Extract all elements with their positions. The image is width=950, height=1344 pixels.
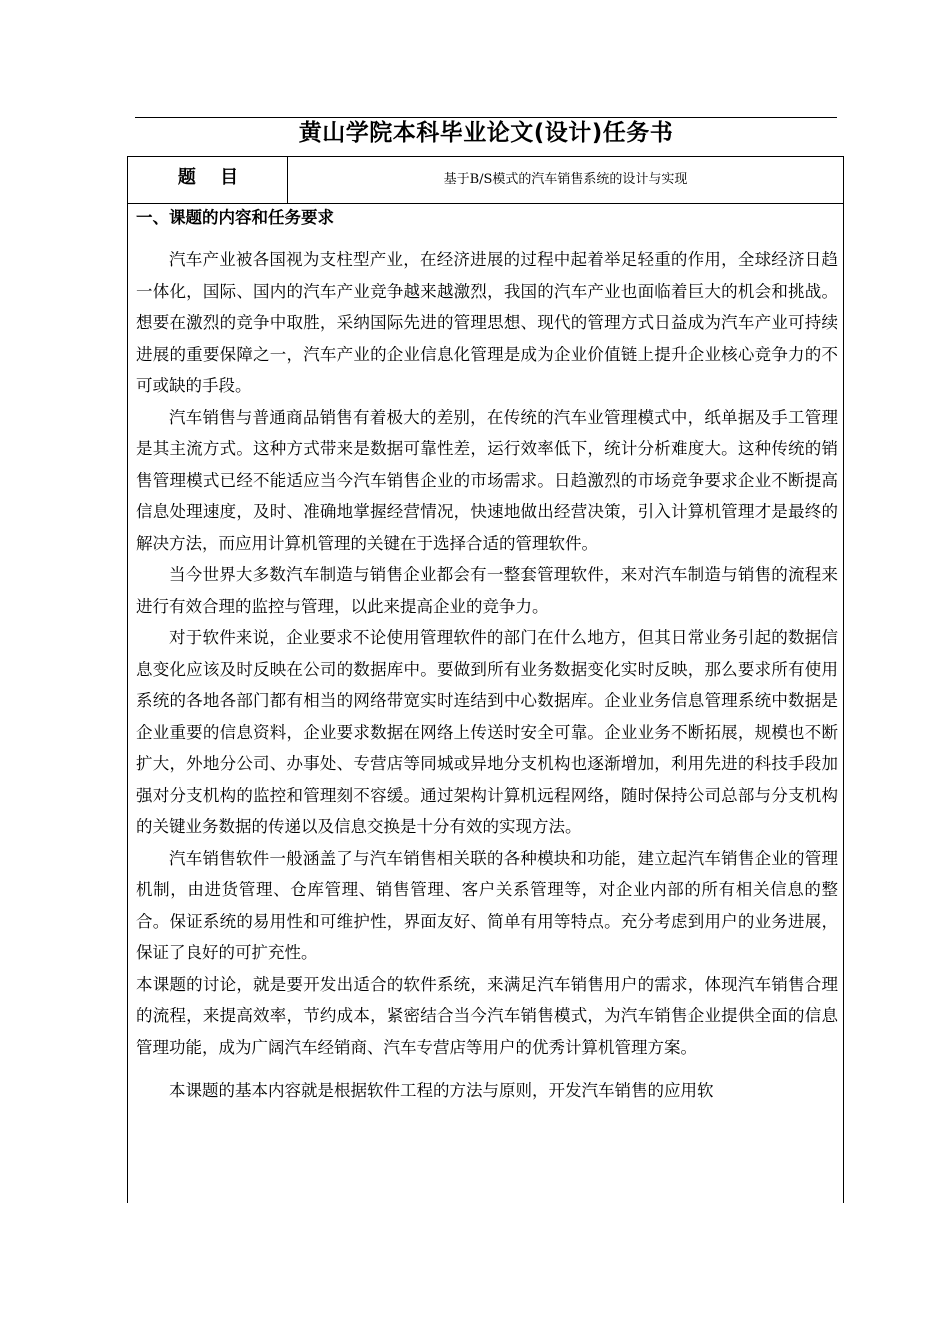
document-title: 黄山学院本科毕业论文(设计)任务书 [298,120,674,146]
topic-label-cell [128,157,288,203]
paragraph: 汽车销售软件一般涵盖了与汽车销售相关联的各种模块和功能，建立起汽车销售企业的管理机制，由进货管理、仓库管理、销售管理、客户关系管理等，对企业内部的所有相关信息的整合。保证系统的易用性和可维护性，界面友好、简单有用等特点。充分考虑到用户的业务进展，保证了良好的可扩充性。 [136,848,838,962]
topic-value: 基于B/S模式的汽车销售系统的设计与实现 [443,172,688,187]
section-heading: 一、课题的内容和任务要求 [136,208,334,227]
paragraph: 汽车销售与普通商品销售有着极大的差别，在传统的汽车业管理模式中，纸单据及手工管理是其主流方式。这种方式带来是数据可靠性差，运行效率低下，统计分析难度大。这种传统的销售管理模式已经不能适应当今汽车销售企业的市场需求。日趋激烈的市场竞争要求企业不断提高信息处理速度，及时、准确地掌握经营情况，快速地做出经营决策，引入计算机管理才是最终的解决方法，而应用计算机管理的关键在于选择合适的管理软件。 [136,407,838,553]
paragraph: 汽车产业被各国视为支柱型产业，在经济进展的过程中起着举足轻重的作用，全球经济日趋一体化，国际、国内的汽车产业竞争越来越激烈，我国的汽车产业也面临着巨大的机会和挑战。想要在激烈的竞争中取胜，采纳国际先进的管理思想、现代的管理方式日益成为汽车产业可持续进展的重要保障之一，汽车产业的企业信息化管理是成为企业价值链上提升企业核心竞争力的不可或缺的手段。 [136,250,838,395]
paragraph: 本课题的讨论，就是要开发出适合的软件系统，来满足汽车销售用户的需求，体现汽车销售合理的流程，来提高效率，节约成本，紧密结合当今汽车销售模式，为汽车销售企业提供全面的信息管理功能，成为广阔汽车经销商、汽车专营店等用户的优秀计算机管理方案。 [136,974,838,1057]
section-body [136,244,838,1107]
topic-label: 题 目 [177,167,239,188]
paragraph: 本课题的基本内容就是根据软件工程的方法与原则，开发汽车销售的应用软 [169,1081,714,1100]
paragraph: 当今世界大多数汽车制造与销售企业都会有一整套管理软件，来对汽车制造与销售的流程来进行有效合理的监控与管理，以此来提高企业的竞争力。 [136,565,838,616]
topic-row [128,157,843,204]
task-table [127,156,844,1203]
paragraph: 对于软件来说，企业要求不论使用管理软件的部门在什么地方，但其日常业务引起的数据信息变化应该及时反映在公司的数据库中。要做到所有业务数据变化实时反映，那么要求所有使用系统的各地各部门都有相当的网络带宽实时连结到中心数据库。企业业务信息管理系统中数据是企业重要的信息资料，企业要求数据在网络上传送时安全可靠。企业业务不断拓展，规模也不断扩大，外地分公司、办事处、专营店等同城或异地分支机构也逐渐增加，利用先进的科技手段加强对分支机构的监控和管理刻不容缓。通过架构计算机远程网络，随时保持公司总部与分支机构的关键业务数据的传递以及信息交换是十分有效的实现方法。 [136,628,838,836]
